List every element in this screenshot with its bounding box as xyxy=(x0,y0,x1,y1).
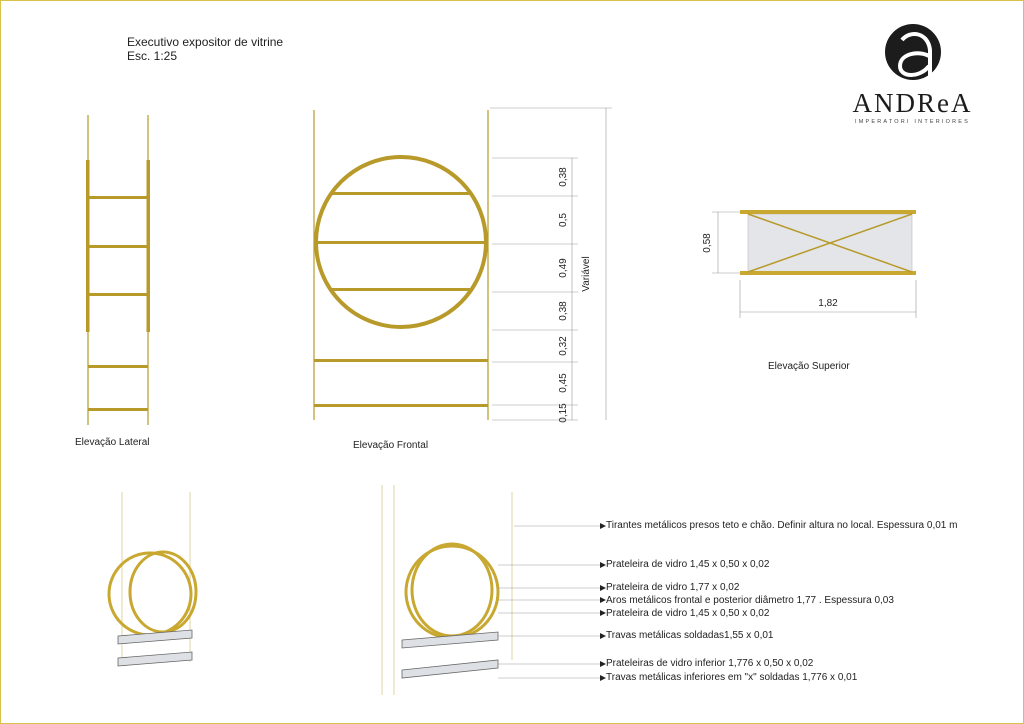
logo-tagline: IMPERATORI INTERIORES xyxy=(854,119,971,125)
perspective-glass-shelf xyxy=(118,652,192,666)
top-back-ring xyxy=(740,271,916,275)
scale-label: Esc. 1:25 xyxy=(127,49,178,63)
note-glass-shelf: Prateleira de vidro 1,45 x 0,50 x 0,02 xyxy=(606,608,770,619)
lateral-shelf xyxy=(88,365,148,368)
note-glass-shelf: Prateleira de vidro 1,77 x 0,02 xyxy=(606,582,740,593)
front-dimension-chain xyxy=(490,108,612,420)
logo-name: ANDReA xyxy=(852,88,973,118)
note-rings: Aros metálicos frontal e posterior diâmetro 1,77 . Espessura 0,03 xyxy=(606,595,894,606)
front-shelf xyxy=(314,359,488,362)
front-dimension-labels xyxy=(558,167,838,423)
caption-lateral: Elevação Lateral xyxy=(75,437,150,448)
perspective-glass-shelf xyxy=(402,632,498,648)
dim-label: 0,32 xyxy=(558,336,569,356)
note-x-braces: Travas metálicas inferiores em "x" soldadas 1,776 x 0,01 xyxy=(606,672,858,683)
lateral-shelf xyxy=(88,293,148,296)
caption-frontal: Elevação Frontal xyxy=(353,440,429,451)
front-shelf xyxy=(331,192,471,195)
top-width-label: 1,82 xyxy=(818,298,838,309)
dim-label: 0,38 xyxy=(558,167,569,187)
lateral-shelf xyxy=(88,408,148,411)
dim-label: 0,49 xyxy=(558,258,569,278)
dim-label: 0,5 xyxy=(558,213,569,227)
note-rods: Tirantes metálicos presos teto e chão. Definir altura no local. Espessura 0,01 m xyxy=(606,520,958,531)
note-braces: Travas metálicas soldadas1,55 x 0,01 xyxy=(606,630,774,641)
perspective-glass-shelf xyxy=(402,660,498,678)
lateral-shelf xyxy=(88,196,148,199)
dim-label: 0,38 xyxy=(558,301,569,321)
dim-label: 0,45 xyxy=(558,373,569,393)
front-shelf xyxy=(314,404,488,407)
title-line-1: Executivo expositor de vitrine xyxy=(127,35,284,49)
perspective-ring xyxy=(406,546,498,638)
note-glass-shelf: Prateleira de vidro 1,45 x 0,50 x 0,02 xyxy=(606,559,770,570)
top-front-ring xyxy=(740,210,916,214)
frontal-elevation xyxy=(314,110,488,420)
overall-height-label: Variável xyxy=(581,256,592,292)
dim-label: 0,15 xyxy=(558,403,569,423)
top-depth-label: 0,58 xyxy=(702,233,713,253)
caption-superior: Elevação Superior xyxy=(768,361,850,372)
perspective-ring xyxy=(130,552,196,632)
front-shelf xyxy=(318,241,484,244)
lateral-shelf xyxy=(88,245,148,248)
note-lower-shelves: Prateleiras de vidro inferior 1,776 x 0,50 x 0,02 xyxy=(606,658,814,669)
front-shelf xyxy=(331,288,471,291)
lateral-elevation xyxy=(86,115,150,425)
perspective-views xyxy=(109,485,600,695)
top-elevation xyxy=(712,210,916,318)
perspective-ring xyxy=(412,544,492,636)
perspective-ring xyxy=(109,553,191,635)
